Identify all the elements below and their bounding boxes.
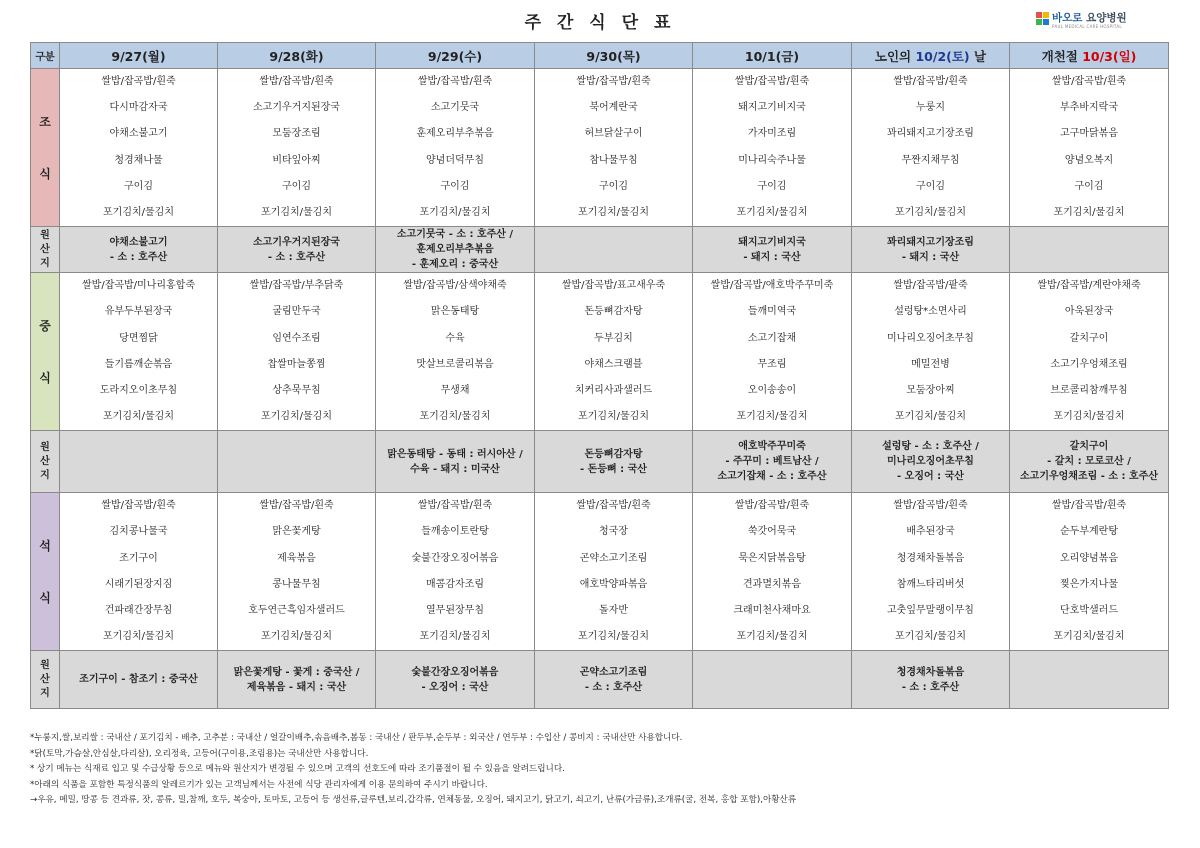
menu-item: 쌀밥/잡곡밥/흰죽 <box>417 500 493 512</box>
menu-item: 메밀전병 <box>911 358 950 370</box>
notes-section <box>30 731 1170 809</box>
menu-item: 쌀밥/잡곡밥/흰죽 <box>576 500 651 512</box>
meal-label: 중 식 <box>31 273 60 431</box>
menu-item: 들깨미역국 <box>747 306 797 318</box>
day-header-hl: 10/2(토) <box>915 48 970 64</box>
menu-item: 쌀밥/잡곡밥/애호박주꾸미죽 <box>710 280 834 292</box>
menu-cell <box>852 69 1010 227</box>
menu-item: 견과멸치볶음 <box>743 578 801 590</box>
menu-item: 김치콩나물국 <box>109 526 168 538</box>
menu-item: 쌀밥/잡곡밥/흰죽 <box>101 500 176 512</box>
origin-label: 원 산 지 <box>31 227 60 273</box>
menu-item: 브로콜리참깨무침 <box>1050 384 1128 396</box>
origin-row <box>31 651 1169 709</box>
menu-cell <box>218 69 376 227</box>
origin-cell: 애호박주꾸미죽 - 주꾸미 : 베트남산 / 소고기잡채 - 소 : 호주산 <box>693 431 852 493</box>
menu-item: 찹쌀마늘쫑찜 <box>267 358 326 370</box>
menu-item: 상추묵무침 <box>272 384 321 396</box>
menu-item: 무생채 <box>440 384 470 396</box>
origin-label: 원 산 지 <box>31 651 60 709</box>
origin-cell: 맑은꽃게탕 - 꽃게 : 중국산 / 제육볶음 - 돼지 : 국산 <box>218 651 376 709</box>
menu-item: 부추바지락국 <box>1060 102 1118 114</box>
day-header-text: 10/1(금) <box>744 48 800 64</box>
menu-item: 시래기된장지짐 <box>104 578 173 590</box>
menu-cell <box>693 273 852 431</box>
menu-cell <box>852 493 1010 651</box>
day-header-post: 날 <box>969 48 987 64</box>
menu-item: 포기김치/물김치 <box>895 206 966 218</box>
menu-item: 쌀밥/잡곡밥/흰죽 <box>734 500 810 512</box>
menu-item: 매콤감자조림 <box>426 578 484 590</box>
hospital-logo <box>1036 10 1156 32</box>
origin-row <box>31 227 1169 273</box>
menu-item: 누룽지 <box>916 102 945 114</box>
origin-cell: 곤약소고기조림 - 소 : 호주산 <box>535 651 693 709</box>
menu-item: 쌀밥/잡곡밥/흰죽 <box>893 76 968 87</box>
menu-item: 양념오복지 <box>1064 154 1114 166</box>
menu-item: 배추된장국 <box>906 526 955 538</box>
day-header-pre: 개천절 <box>1041 48 1083 64</box>
meal-label: 석 식 <box>31 493 60 651</box>
menu-cell <box>1010 273 1169 431</box>
menu-item: 무조림 <box>757 358 787 370</box>
menu-cell <box>693 69 852 227</box>
menu-item: 소고기우엉채조림 <box>1050 358 1128 370</box>
origin-cell: 설렁탕 - 소 : 호주산 / 미나리오징어초무침 - 오징어 : 국산 <box>852 431 1010 493</box>
menu-cell <box>535 273 693 431</box>
origin-row <box>31 431 1169 493</box>
day-header <box>376 43 535 69</box>
menu-item: 구이김 <box>440 180 470 192</box>
menu-item: 청경채나물 <box>114 154 163 166</box>
menu-item: 쌀밥/잡곡밥/계란야채죽 <box>1037 280 1141 292</box>
origin-cell: 갈치구이 - 갈치 : 모로코산 / 소고기우엉채조림 - 소 : 호주산 <box>1010 431 1169 493</box>
menu-cell <box>693 493 852 651</box>
menu-item: 구이김 <box>1074 180 1104 192</box>
meal-label: 조 식 <box>31 69 60 227</box>
logo-subtitle: PAUL MEDICAL CARE HOSPITAL <box>1052 24 1122 29</box>
menu-item: 포기김치/물김치 <box>103 631 174 643</box>
weekly-menu-table <box>30 42 1169 709</box>
origin-cell: 청경채차돌볶음 - 소 : 호주산 <box>852 651 1010 709</box>
menu-item: 두부김치 <box>594 332 633 344</box>
menu-item: 구이김 <box>599 180 628 192</box>
note-line: * 상기 메뉴는 식재료 입고 및 수급상황 등으로 메뉴와 원산지가 변경될 수 있으며 고객의 선호도에 따라 조기품절이 될 수 있음을 알려드립니다. <box>30 764 565 774</box>
menu-item: 쌀밥/잡곡밥/흰죽 <box>259 76 334 87</box>
menu-item: 포기김치/물김치 <box>419 631 491 643</box>
menu-item: 쌀밥/잡곡밥/흰죽 <box>1051 76 1127 87</box>
day-header <box>60 43 218 69</box>
day-header-text: 9/27(월) <box>111 48 166 64</box>
meal-row <box>31 69 1169 227</box>
day-header <box>852 43 1010 69</box>
menu-item: 미나리숙주나물 <box>738 154 806 166</box>
origin-cell <box>1010 651 1169 709</box>
menu-item: 쌀밥/잡곡밥/흰죽 <box>101 76 176 87</box>
menu-item: 건파래간장무침 <box>104 605 173 616</box>
origin-cell: 꽈리돼지고기장조림 - 돼지 : 국산 <box>852 227 1010 273</box>
menu-item: 포기김치/물김치 <box>1053 206 1125 218</box>
menu-item: 포기김치/물김치 <box>419 411 491 423</box>
menu-item: 허브닭살구이 <box>584 128 643 140</box>
menu-item: 아욱된장국 <box>1064 306 1114 318</box>
menu-item: 야채스크램블 <box>584 358 643 370</box>
menu-item: 갈치구이 <box>1069 332 1109 344</box>
menu-cell <box>376 69 535 227</box>
menu-item: 쌀밥/잡곡밥/흰죽 <box>893 500 968 512</box>
category-header: 구분 <box>31 43 60 69</box>
menu-item: 고춧잎무말랭이무침 <box>887 605 974 616</box>
note-line: →우유, 메밀, 땅콩 등 견과류, 잣, 콩류, 밀,참깨, 호두, 복숭아, 토마토, 고등어 등 생선류,글루텐,보리,갑각류, 연체동물, 오징어, 돼지고기, 닭고기, 쇠고기, 난류(가금류),조개류(굴, 전복, 홍합 포함),아황산류 <box>30 795 797 805</box>
menu-item: 포기김치/물김치 <box>895 411 966 423</box>
menu-item: 포기김치/물김치 <box>578 411 649 423</box>
menu-item: 포기김치/물김치 <box>103 411 174 423</box>
menu-item: 소고기뭇국 <box>430 102 480 114</box>
menu-item: 쑥갓어묵국 <box>747 526 797 538</box>
origin-cell <box>1010 227 1169 273</box>
origin-cell <box>218 431 376 493</box>
menu-item: 굴림만두국 <box>272 306 321 318</box>
menu-item: 참깨느타리버섯 <box>896 578 965 590</box>
day-header-hl: 10/3(일) <box>1082 48 1137 64</box>
menu-item: 쌀밥/잡곡밥/흰죽 <box>734 76 810 87</box>
menu-cell <box>376 273 535 431</box>
menu-item: 치커리사과샐러드 <box>574 384 653 396</box>
menu-item: 포기김치/물김치 <box>261 411 332 423</box>
menu-item: 포기김치/물김치 <box>419 206 491 218</box>
menu-item: 쌀밥/잡곡밥/흰죽 <box>417 76 493 87</box>
menu-item: 포기김치/물김치 <box>1053 631 1125 643</box>
menu-cell <box>60 273 218 431</box>
day-header-pre: 노인의 <box>874 48 916 64</box>
origin-cell: 야채소불고기 - 소 : 호주산 <box>60 227 218 273</box>
note-line: *아래의 식품을 포함한 특정식품의 알레르기가 있는 고객님께서는 사전에 식당 관리자에게 이용 문의하여 주시기 바랍니다. <box>30 779 488 790</box>
menu-item: 묵은지닭볶음탕 <box>738 552 806 564</box>
menu-item: 포기김치/물김치 <box>1053 411 1125 423</box>
menu-item: 맛살브로콜리볶음 <box>416 358 494 370</box>
origin-label: 원 산 지 <box>31 431 60 493</box>
logo-mark-icon <box>1036 12 1050 26</box>
menu-item: 무짠지채무침 <box>901 154 960 166</box>
origin-cell: 숯불간장오징어볶음 - 오징어 : 국산 <box>376 651 535 709</box>
menu-item: 오이송송이 <box>747 384 797 396</box>
menu-cell <box>535 69 693 227</box>
menu-item: 설렁탕*소면사리 <box>894 306 967 318</box>
menu-cell <box>218 493 376 651</box>
menu-item: 소고기우거지된장국 <box>253 102 340 114</box>
menu-item: 비타잎아찌 <box>272 154 321 166</box>
menu-item: 유부두부된장국 <box>104 306 173 318</box>
menu-item: 들기름깨순볶음 <box>104 358 173 370</box>
menu-item: 포기김치/물김치 <box>103 206 174 218</box>
menu-item: 구이김 <box>916 180 945 192</box>
origin-cell: 소고기우거지된장국 - 소 : 호주산 <box>218 227 376 273</box>
menu-item: 쌀밥/잡곡밥/흰죽 <box>576 76 651 87</box>
menu-cell <box>218 273 376 431</box>
menu-item: 크래미천사채마요 <box>733 605 811 616</box>
origin-cell <box>535 227 693 273</box>
menu-item: 참나물무침 <box>589 154 638 166</box>
note-line: *닭(토막,가슴살,안심살,다리살), 오리정육, 고등어(구이용,조림용)는 국내산만 사용합니다. <box>30 748 369 759</box>
menu-cell <box>60 69 218 227</box>
menu-item: 쌀밥/잡곡밥/흰죽 <box>259 500 334 512</box>
menu-item: 포기김치/물김치 <box>736 206 808 218</box>
menu-item: 맑은꽃게탕 <box>272 526 321 538</box>
menu-item: 제육볶음 <box>277 552 316 564</box>
menu-item: 고구마닭볶음 <box>1060 128 1118 140</box>
menu-item: 포기김치/물김치 <box>261 631 332 643</box>
menu-item: 미나리오징어초무침 <box>887 332 974 344</box>
menu-item: 숯불간장오징어볶음 <box>411 552 499 564</box>
menu-cell <box>1010 69 1169 227</box>
logo-name: 바오로 요양병원 <box>1052 12 1127 24</box>
menu-item: 포기김치/물김치 <box>578 206 649 218</box>
origin-cell: 돈등뼈감자탕 - 돈등뼈 : 국산 <box>535 431 693 493</box>
menu-item: 찢은가지나물 <box>1060 578 1118 590</box>
menu-item: 쌀밥/잡곡밥/삼색야채죽 <box>403 280 507 292</box>
menu-item: 돌자반 <box>599 605 628 616</box>
menu-cell <box>852 273 1010 431</box>
menu-item: 청경채차돌볶음 <box>896 552 965 564</box>
menu-item: 오리양념볶음 <box>1060 552 1118 564</box>
menu-item: 콩나물무침 <box>272 578 321 590</box>
menu-item: 애호박양파볶음 <box>579 578 648 590</box>
menu-item: 구이김 <box>282 180 311 192</box>
origin-cell: 돼지고기비지국 - 돼지 : 국산 <box>693 227 852 273</box>
menu-item: 꽈리돼지고기장조림 <box>887 128 974 140</box>
menu-item: 가자미조림 <box>747 128 797 140</box>
menu-item: 구이김 <box>757 180 787 192</box>
day-header <box>535 43 693 69</box>
menu-item: 다시마감자국 <box>109 102 168 114</box>
day-header <box>693 43 852 69</box>
menu-item: 쌀밥/잡곡밥/흰죽 <box>1051 500 1127 512</box>
menu-item: 단호박샐러드 <box>1060 605 1118 616</box>
menu-item: 구이김 <box>124 180 153 192</box>
menu-item: 맑은동태탕 <box>430 306 480 318</box>
menu-item: 모둠장아찌 <box>906 384 955 396</box>
menu-cell <box>1010 493 1169 651</box>
menu-item: 소고기잡채 <box>747 332 797 344</box>
menu-cell <box>60 493 218 651</box>
menu-item: 모둠장조림 <box>272 128 321 140</box>
menu-item: 양념더덕무침 <box>426 154 484 166</box>
menu-item: 임연수조림 <box>272 332 321 344</box>
menu-item: 쌀밥/잡곡밥/팥죽 <box>893 280 968 292</box>
menu-item: 수육 <box>445 332 465 344</box>
menu-item: 당면찜닭 <box>119 332 158 344</box>
menu-cell <box>376 493 535 651</box>
menu-item: 야채소불고기 <box>109 128 168 140</box>
origin-cell: 소고기뭇국 - 소 : 호주산 / 훈제오리부추볶음 - 훈제오리 : 중국산 <box>376 227 535 273</box>
menu-item: 쌀밥/잡곡밥/부추닭죽 <box>249 280 344 292</box>
menu-item: 포기김치/물김치 <box>736 411 808 423</box>
day-header-text: 9/29(수) <box>427 48 483 64</box>
origin-cell <box>693 651 852 709</box>
origin-cell: 맑은동태탕 - 동태 : 러시아산 / 수육 - 돼지 : 미국산 <box>376 431 535 493</box>
header-row <box>31 43 1169 69</box>
day-header-text: 9/28(화) <box>269 48 324 64</box>
menu-item: 포기김치/물김치 <box>261 206 332 218</box>
page-title: 주 간 식 단 표 <box>524 13 676 33</box>
menu-item: 호두연근흑임자샐러드 <box>248 605 345 616</box>
menu-item: 조기구이 <box>119 552 158 564</box>
menu-item: 도라지오이초무침 <box>99 384 178 396</box>
menu-body <box>31 69 1169 709</box>
meal-row <box>31 273 1169 431</box>
menu-item: 순두부계란탕 <box>1060 526 1118 538</box>
menu-item: 청국장 <box>599 526 628 538</box>
menu-item: 쌀밥/잡곡밥/미나리홍합죽 <box>82 280 195 292</box>
menu-item: 포기김치/물김치 <box>895 631 966 643</box>
menu-item: 북어계란국 <box>589 102 638 114</box>
day-header <box>1010 43 1169 69</box>
note-line: *누룽지,쌀,보리쌀 : 국내산 / 포기김치 - 배추, 고추분 : 국내산 / 얼갈이배추,솎음배추,봄동 : 국내산 / 판두부,순두부 : 외국산 / 연두부 : 수입산 / 콩비지 : 국내산만 사용합니다. <box>30 733 683 743</box>
menu-item: 열무된장무침 <box>426 605 484 616</box>
menu-item: 포기김치/물김치 <box>578 631 649 643</box>
day-header <box>218 43 376 69</box>
origin-cell <box>60 431 218 493</box>
meal-row <box>31 493 1169 651</box>
menu-item: 들깨송이토란탕 <box>421 526 489 538</box>
origin-cell: 조기구이 - 참조기 : 중국산 <box>60 651 218 709</box>
menu-item: 돼지고기비지국 <box>738 102 806 114</box>
menu-item: 훈제오리부추볶음 <box>416 128 494 140</box>
menu-item: 곤약소고기조림 <box>579 552 648 564</box>
menu-cell <box>535 493 693 651</box>
day-header-text: 9/30(목) <box>586 48 641 64</box>
menu-item: 쌀밥/잡곡밥/표고새우죽 <box>561 280 666 292</box>
menu-item: 포기김치/물김치 <box>736 631 808 643</box>
menu-item: 돈등뼈감자탕 <box>584 306 643 318</box>
